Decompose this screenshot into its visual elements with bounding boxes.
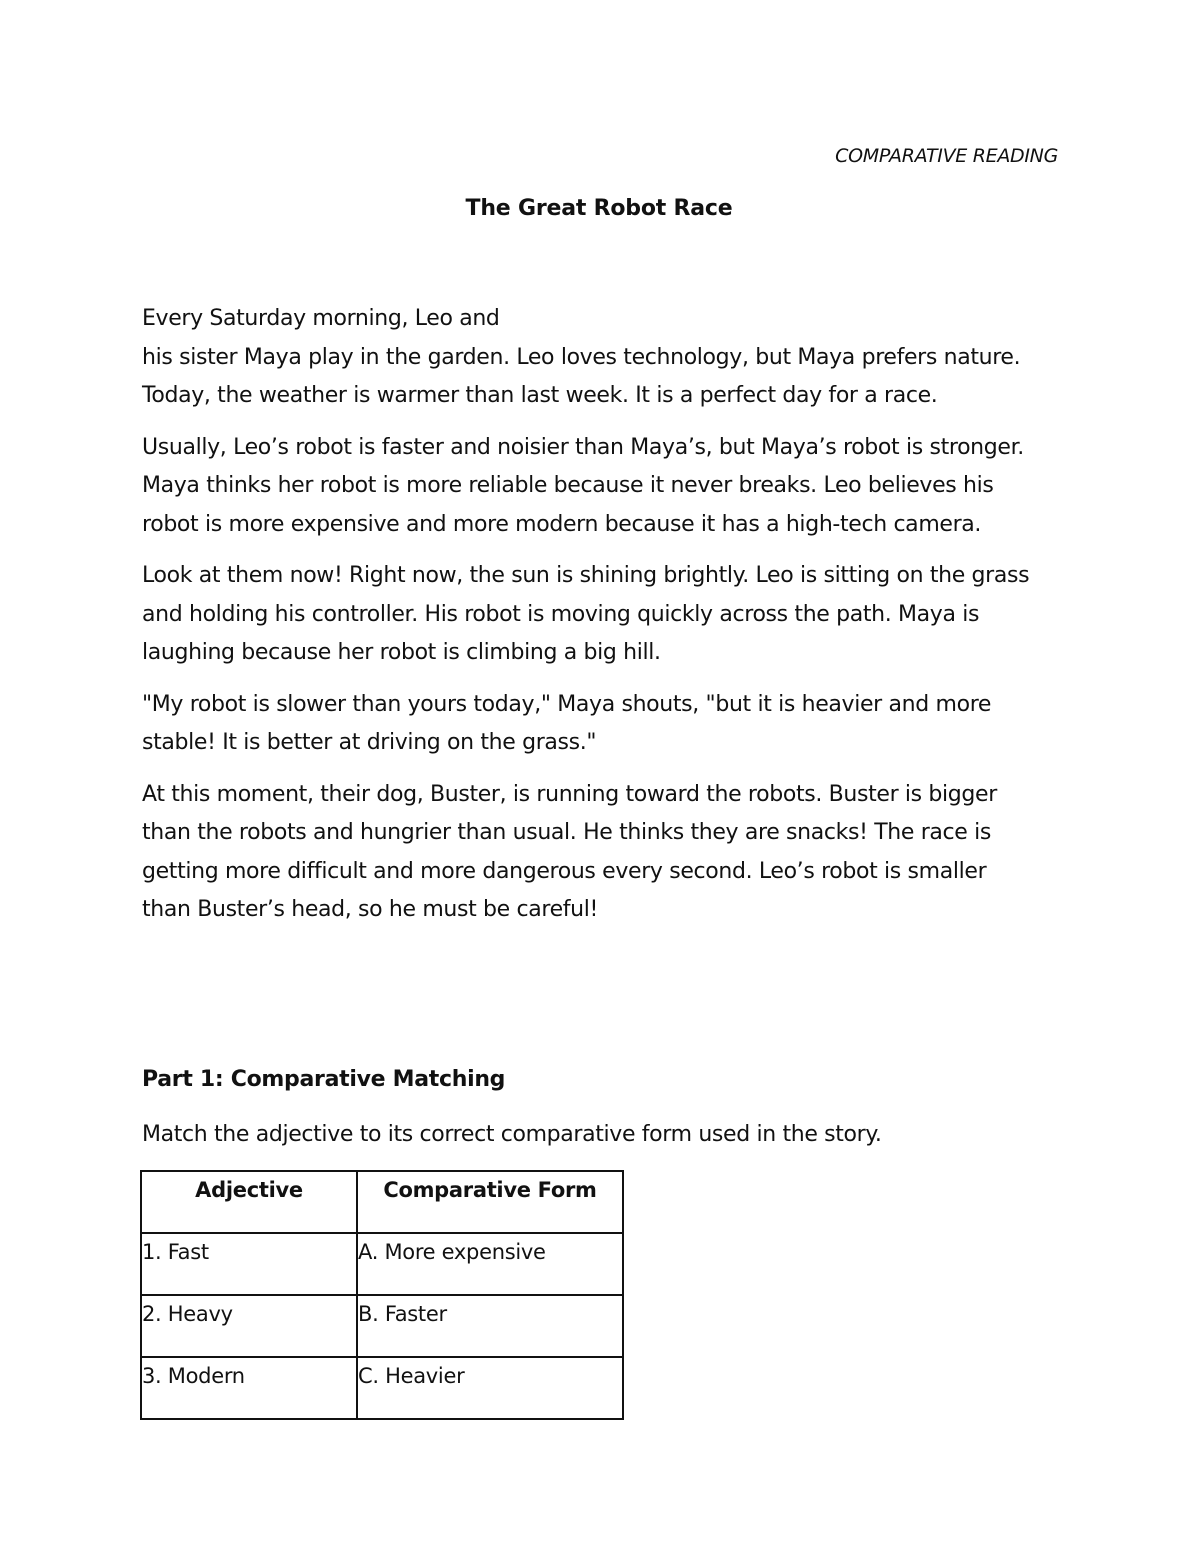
header-comparative-form: Comparative Form — [357, 1171, 623, 1233]
story-line: "My robot is slower than yours today," Maya shouts, "but it is heavier and more — [142, 691, 992, 717]
story-line: and holding his controller. His robot is moving quickly across the path. Maya is — [142, 601, 980, 627]
adjective-cell: 2. Heavy — [141, 1295, 357, 1357]
story-line: Look at them now! Right now, the sun is shining brightly. Leo is sitting on the grass — [142, 563, 1030, 588]
table-row — [141, 1295, 623, 1357]
story-paragraph — [142, 776, 1062, 930]
story-paragraph — [142, 686, 1062, 763]
adjective-cell: 3. Modern — [141, 1357, 357, 1419]
story-body — [142, 300, 1062, 943]
story-line: than the robots and hungrier than usual. He thinks they are snacks! The race is — [142, 820, 991, 845]
story-line: Every Saturday morning, Leo and — [142, 306, 500, 331]
story-line: his sister Maya play in the garden. Leo loves technology, but Maya prefers nature. — [142, 344, 1021, 370]
table-row — [141, 1233, 623, 1295]
story-line: Maya thinks her robot is more reliable because it never breaks. Leo believes his — [142, 473, 994, 498]
adjective-cell: 1. Fast — [141, 1233, 357, 1295]
story-line: than Buster’s head, so he must be careful! — [142, 897, 598, 922]
table-header-row — [141, 1171, 623, 1233]
part1-instruction: Match the adjective to its correct comparative form used in the story. — [142, 1122, 882, 1147]
comparative-cell: B. Faster — [357, 1295, 623, 1357]
comparative-cell: C. Heavier — [357, 1357, 623, 1419]
document-page — [142, 0, 1062, 1553]
story-title: The Great Robot Race — [465, 196, 733, 221]
story-line: At this moment, their dog, Buster, is running toward the robots. Buster is bigger — [142, 781, 997, 807]
story-line: Today, the weather is warmer than last week. It is a perfect day for a race. — [142, 383, 938, 408]
story-line: laughing because her robot is climbing a big hill. — [142, 640, 661, 665]
header-label: COMPARATIVE READING — [835, 145, 1058, 167]
story-line: getting more difficult and more dangerous every second. Leo’s robot is smaller — [142, 858, 987, 884]
part1-heading: Part 1: Comparative Matching — [142, 1067, 506, 1092]
table-row — [141, 1357, 623, 1419]
story-paragraph — [142, 557, 1062, 673]
matching-table — [140, 1170, 624, 1420]
comparative-cell: A. More expensive — [357, 1233, 623, 1295]
story-paragraph — [142, 429, 1062, 545]
header-adjective: Adjective — [141, 1171, 357, 1233]
story-line: robot is more expensive and more modern because it has a high-tech camera. — [142, 511, 982, 537]
story-line: stable! It is better at driving on the grass." — [142, 730, 597, 755]
story-paragraph — [142, 300, 1062, 416]
story-line: Usually, Leo’s robot is faster and noisier than Maya’s, but Maya’s robot is stronger. — [142, 434, 1024, 460]
